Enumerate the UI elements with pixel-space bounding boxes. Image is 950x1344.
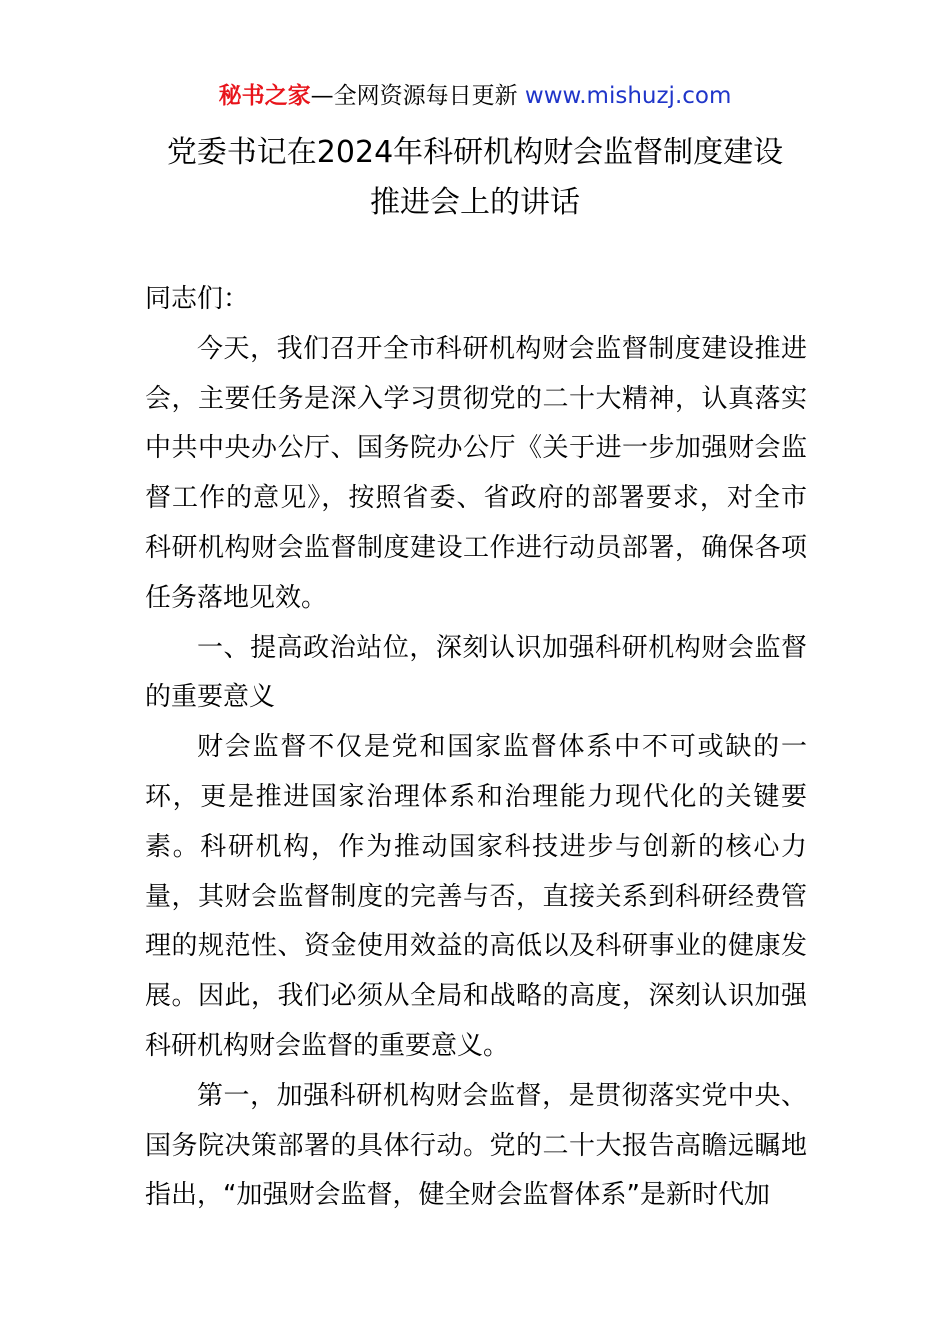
site-tagline: —全网资源每日更新 [310, 83, 525, 109]
paragraph-intro: 今天，我们召开全市科研机构财会监督制度建设推进会，主要任务是深入学习贯彻党的二十大精神，认真落实中共中央办公厅、国务院办公厅《关于进一步加强财会监督工作的意见》，按照省委、省政府的部署要求，对全市科研机构财会监督制度建设工作进行动员部署，确保各项任务落地见效。 [145, 333, 807, 613]
salutation: 同志们： [145, 284, 250, 314]
site-brand: 秘书之家 [218, 83, 311, 109]
site-header [0, 80, 950, 112]
paragraph-significance: 财会监督不仅是党和国家监督体系中不可或缺的一环，更是推进国家治理体系和治理能力现代化的关键要素。科研机构，作为推动国家科技进步与创新的核心力量，其财会监督制度的完善与否，直接关系到科研经费管理的规范性、资金使用效益的高低以及科研事业的健康发展。因此，我们必须从全局和战略的高度，深刻认识加强科研机构财会监督的重要意义。 [145, 732, 807, 1061]
document-body [145, 275, 807, 1221]
site-url-link[interactable]: www.mishuzj.com [524, 83, 732, 109]
section-heading-1: 一、提高政治站位，深刻认识加强科研机构财会监督的重要意义 [145, 632, 807, 713]
title-line-2: 推进会上的讲话 [370, 185, 580, 220]
paragraph-first-point: 第一，加强科研机构财会监督，是贯彻落实党中央、国务院决策部署的具体行动。党的二十大报告高瞻远瞩地指出，“加强财会监督，健全财会监督体系”是新时代加 [145, 1080, 807, 1211]
document-title [0, 128, 950, 228]
title-line-1: 党委书记在2024年科研机构财会监督制度建设 [166, 135, 784, 170]
